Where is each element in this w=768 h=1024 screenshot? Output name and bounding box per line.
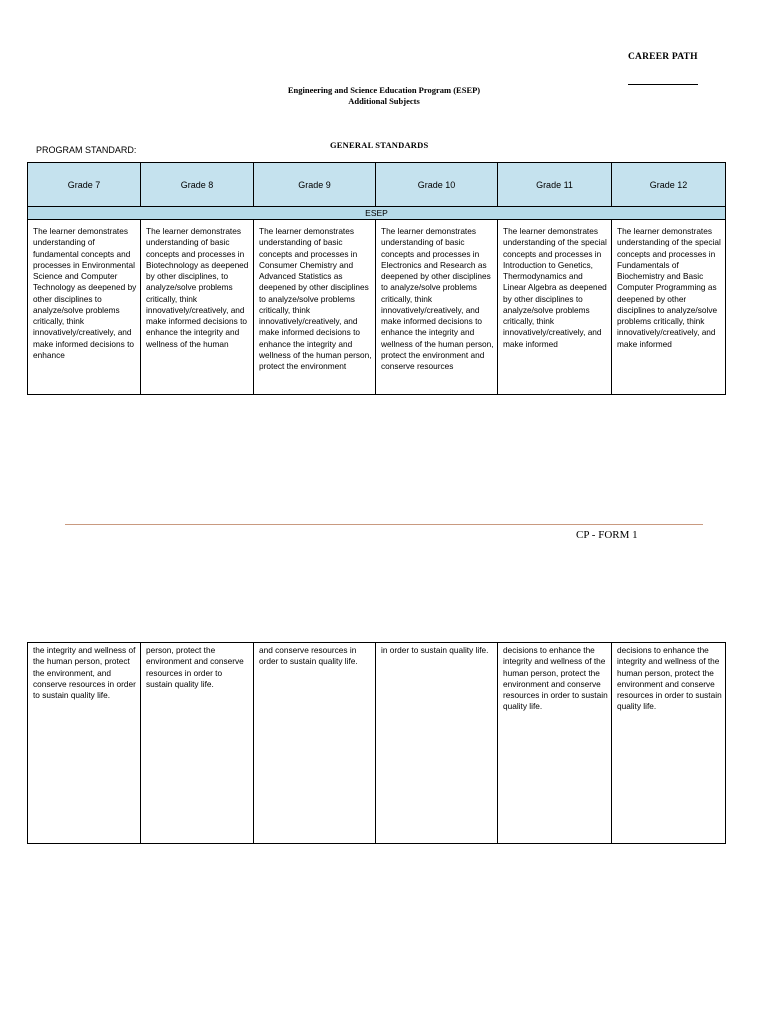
page-divider [65, 524, 703, 525]
grade-9-header: Grade 9 [254, 163, 376, 207]
career-path-label: CAREER PATH [628, 52, 698, 62]
table-cell [141, 643, 254, 844]
grade-9-standard-cont: and conserve resources in order to sustain quality life. [259, 645, 358, 667]
table-cell [498, 220, 612, 395]
table-cell [28, 643, 141, 844]
grade-9-standard: The learner demonstrates understanding of basic concepts and processes in Consumer Chemistry and Advanced Statistics as deepened by other disciplines to analyze/solve problems critically, think innovatively/creatively, and make informed decisions to enhance the integrity and wellness of the human person, protect the environment [259, 226, 372, 371]
grade-8-standard-cont: person, protect the environment and conserve resources in order to sustain quality life. [146, 645, 244, 689]
esep-section-label: ESEP [28, 207, 726, 220]
grade-12-standard-cont: decisions to enhance the integrity and wellness of the human person, protect the environment and conserve resources in order to sustain quality life. [617, 645, 722, 712]
grade-7-standard-cont: the integrity and wellness of the human person, protect the environment, and conserve resources in order to sustain quality life. [33, 645, 136, 700]
program-standard-label: PROGRAM STANDARD: [36, 145, 137, 155]
table-cell [498, 643, 612, 844]
document-subtitle: Additional Subjects [348, 96, 420, 106]
table-cell [141, 220, 254, 395]
table-cell [376, 643, 498, 844]
standards-row [28, 220, 726, 395]
grade-header-row [28, 163, 726, 207]
table-cell [376, 220, 498, 395]
form-label: CP - FORM 1 [576, 529, 638, 541]
table-cell [612, 643, 726, 844]
grade-10-header: Grade 10 [376, 163, 498, 207]
standards-row-continued [28, 643, 726, 844]
table-cell [28, 220, 141, 395]
table-cell [254, 220, 376, 395]
grade-7-header: Grade 7 [28, 163, 141, 207]
document-title: Engineering and Science Education Program (ESEP) [287, 85, 481, 95]
grade-8-standard: The learner demonstrates understanding of basic concepts and processes in Biotechnology as deepened by other disciplines, to analyze/solve problems critically, think innovatively/creatively, and make informed decisions to enhance the integrity and wellness of the human [146, 226, 249, 349]
grade-10-standard: The learner demonstrates understanding of basic concepts and processes in Electronics and Research as deepened by other disciplines to analyze/solve problems critically, think innovatively/creatively, and make informed decisions to enhance the integrity and wellness of the human person, protect the environment and conserve resources [381, 226, 494, 371]
grade-8-header: Grade 8 [141, 163, 254, 207]
table-cell [254, 643, 376, 844]
grade-10-standard-cont: in order to sustain quality life. [381, 645, 489, 655]
grade-11-standard: The learner demonstrates understanding of the special concepts and processes in Introduction to Genetics, Thermodynamics and Linear Algebra as deepened by other disciplines to analyze/solve problems critically, think innovatively/creatively, and make informed [503, 226, 607, 349]
grade-11-standard-cont: decisions to enhance the integrity and wellness of the human person, protect the environment and conserve resources in order to sustain quality life. [503, 645, 608, 712]
grade-11-header: Grade 11 [498, 163, 612, 207]
grade-7-standard: The learner demonstrates understanding of fundamental concepts and processes in Environmental Science and Computer Technology as deepened by other disciplines to analyze/solve problems critically, think innovatively/creatively, and make informed decisions to enhance [33, 226, 137, 360]
standards-table-continued [27, 642, 726, 844]
esep-section-row [28, 207, 726, 220]
table-cell [612, 220, 726, 395]
general-standards-heading: GENERAL STANDARDS [330, 140, 429, 150]
grade-12-header: Grade 12 [612, 163, 726, 207]
grade-12-standard: The learner demonstrates understanding of the special concepts and processes in Fundamentals of Biochemistry and Basic Computer Programming as deepened by other disciplines to analyze/solve problems critically, think innovatively/creatively, and make informed [617, 226, 721, 349]
standards-table [27, 162, 726, 395]
